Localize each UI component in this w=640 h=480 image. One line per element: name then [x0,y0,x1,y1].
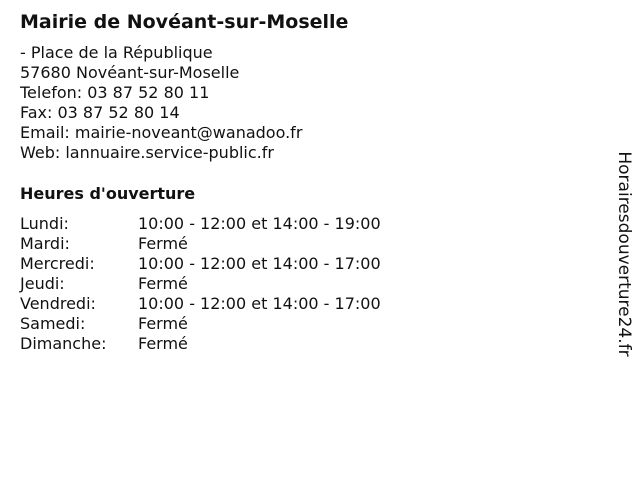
fax-line: Fax: 03 87 52 80 14 [20,103,180,122]
address-city: 57680 Novéant-sur-Moselle [20,63,240,82]
day-label: Lundi: [20,214,69,233]
day-times: Fermé [138,234,188,253]
day-label: Mardi: [20,234,70,253]
address-street: - Place de la République [20,43,213,62]
email-line: Email: mairie-noveant@wanadoo.fr [20,123,303,142]
page-title: Mairie de Novéant-sur-Moselle [20,11,349,33]
web-line: Web: lannuaire.service-public.fr [20,143,274,162]
day-label: Vendredi: [20,294,96,313]
day-label: Dimanche: [20,334,107,353]
opening-hours-heading: Heures d'ouverture [20,184,196,203]
day-times: 10:00 - 12:00 et 14:00 - 17:00 [138,254,381,273]
day-label: Mercredi: [20,254,95,273]
site-watermark: Horairesdouverture24.fr [614,151,634,357]
day-times: 10:00 - 12:00 et 14:00 - 17:00 [138,294,381,313]
day-times: Fermé [138,274,188,293]
address-block [20,43,302,163]
day-label: Samedi: [20,314,86,333]
phone-line: Telefon: 03 87 52 80 11 [20,83,210,102]
day-times: 10:00 - 12:00 et 14:00 - 19:00 [138,214,381,233]
day-times: Fermé [138,334,188,353]
day-label: Jeudi: [20,274,65,293]
day-times: Fermé [138,314,188,333]
